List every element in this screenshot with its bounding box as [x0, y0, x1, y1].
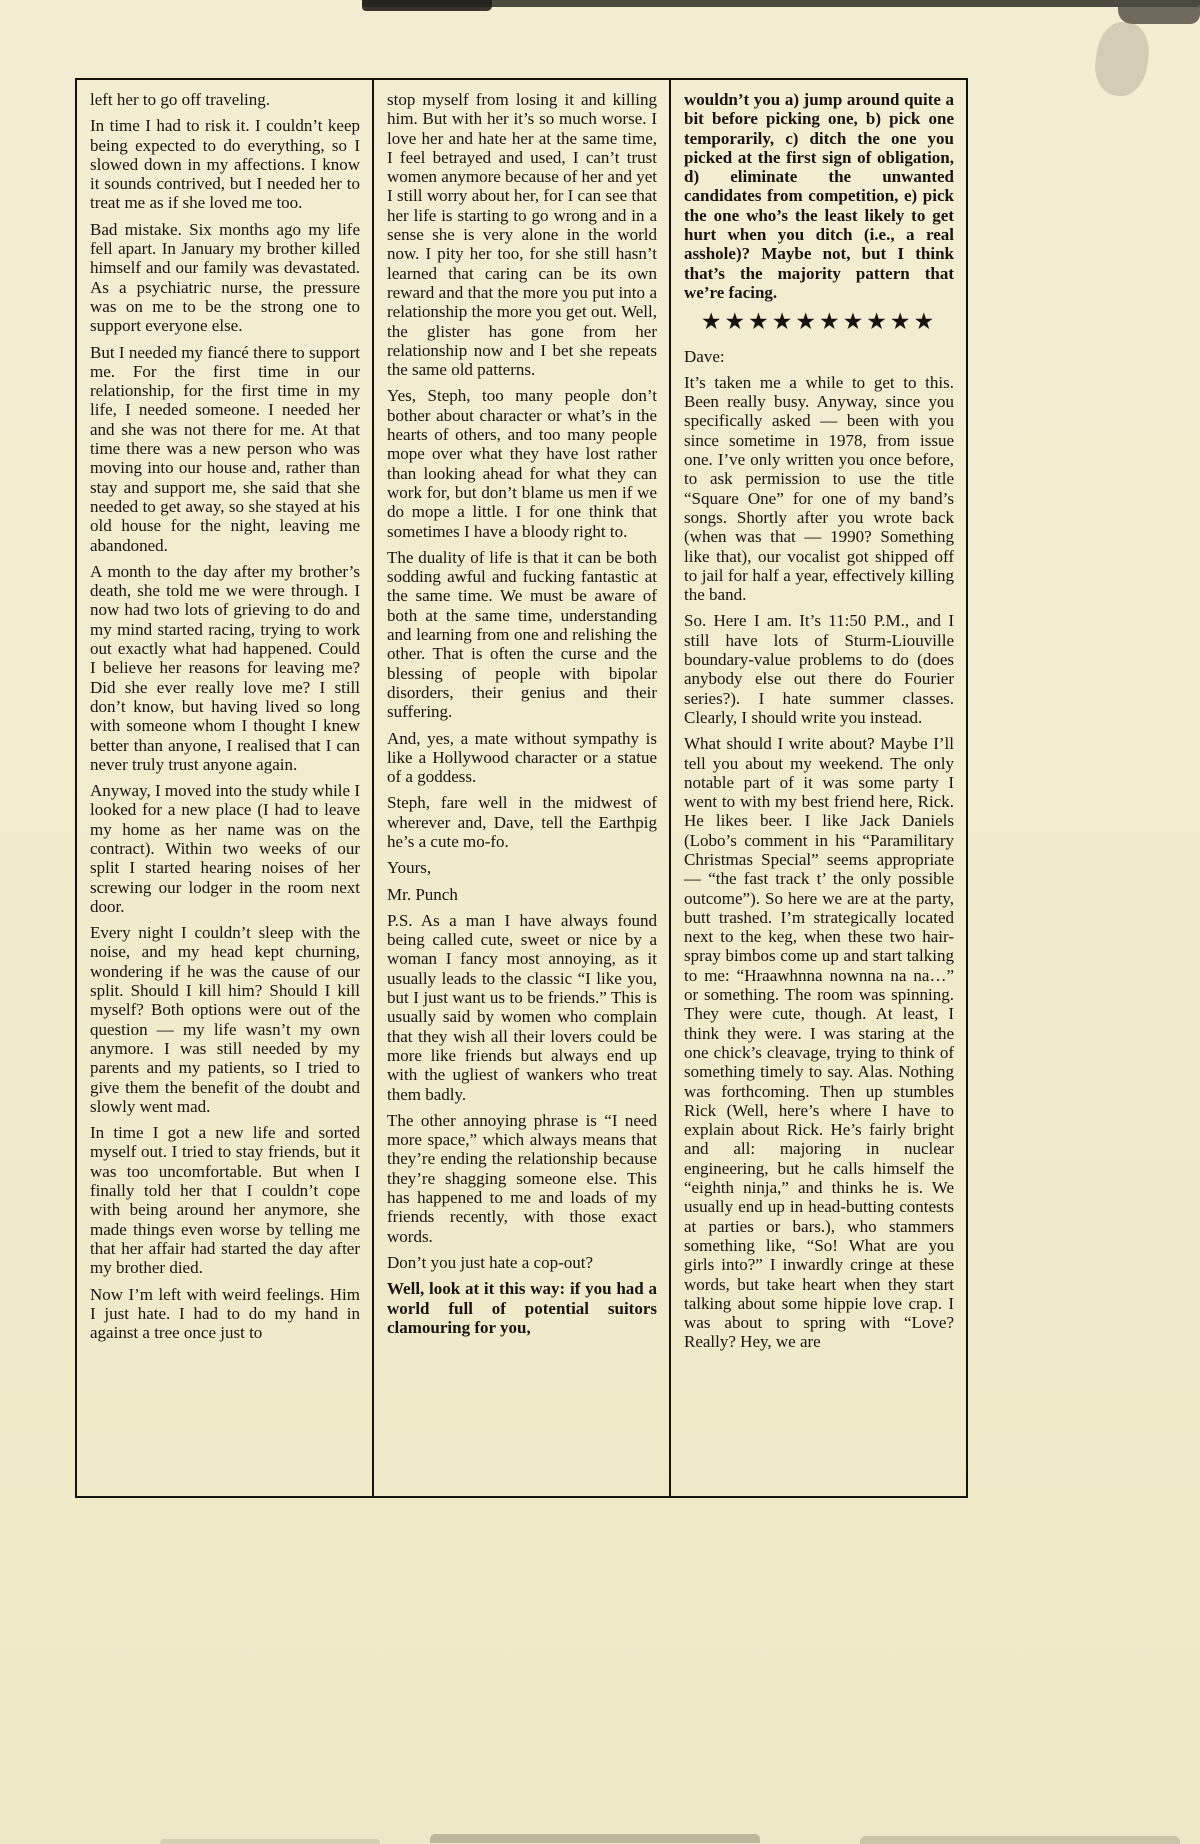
column-1 [77, 80, 372, 1496]
paragraph: Bad mistake. Six months ago my life fell apart. In January my brother killed himself and our family was devastated. As a psychiatric nurse, the pressure was on me to be the strong one to support everyone else. [90, 219, 360, 336]
paragraph: It’s taken me a while to get to this. Been really busy. Anyway, since you specifically asked — been with you since sometime in 1978, from issue one. I’ve only written you once before, to ask permission to use the title “Square One” for one of my band’s songs. Shortly after you wrote back (when was that — 1990? Something like that), our vocalist got shipped off to jail for half a year, effectively killing the band. [684, 372, 954, 605]
column-3 [669, 80, 966, 1496]
paragraph: A month to the day after my brother’s death, she told me we were through. I now had two lots of grieving to do and my mind started racing, trying to work out exactly what had happened. Could I believe her reasons for leaving me? Did she ever really love me? I still don’t know, but having lived so long with someone whom I thought I knew better than anyone, I realised that I can never truly trust anyone again. [90, 561, 360, 774]
letters-page-frame [75, 78, 968, 1498]
scan-artifact-top-edge [362, 0, 1200, 7]
signature-name: Mr. Punch [387, 884, 458, 904]
sign-off: Yours, [387, 858, 432, 878]
scan-artifact-top-left [362, 0, 492, 11]
paragraph: But I needed my fiancé there to support me. For the first time in our relationship, for the first time in my life, I needed someone. I needed her and she was not there for me. At that time there was a new person who was moving into our house and, rather than stay and support me, she said that she needed to get away, so she stayed at his old house for the night, leaving me abandoned. [90, 342, 360, 555]
scan-artifact-bottom-1 [430, 1834, 760, 1843]
paragraph: What should I write about? Maybe I’ll tell you about my weekend. The only notable part of it was some party I went to with my best friend here, Rick. He likes beer. I like Jack Daniels (Lobo’s comment in his “Paramilitary Christmas Special” seems appropriate — “the fast track t’ the only possible outcome”). So here we are at the party, butt trashed. I’m strategically located next to the keg, when these two hair-spray bimbos come up and start talking to me: “Hraawhnna nownna na na…” or something. The room was spinning. They were cute, though. At least, I think they were. I was staring at the one chick’s cleavage, trying to think of something timely to say. Alas. Nothing was forthcoming. Then up stumbles Rick (Well, here’s where I have to explain about Rick. He’s fairly bright and all: majoring in nuclear engineering, but he calls himself the “eighth ninja,” and thinks he is. We usually end up in head-butting contests at parties or bars.), who stammers something like, “So! What are you girls into?” I inwardly cringe at these words, but take heart when they start talking about some hippie love crap. I was about to spring with “Love? Really? Hey, we are [684, 734, 954, 1352]
paragraph: Now I’m left with weird feelings. Him I just hate. I had to do my hand in against a tree once just to [90, 1284, 360, 1343]
postscript-paragraph: P.S. As a man I have always found being called cute, sweet or nice by a woman I fancy most annoying, as it usually leads to the classic “I like you, but I just want us to be friends.” This is usually said by women who complain that they wish all their lovers could be more like friends but always end up with the ugliest of wankers who treat them badly. [387, 910, 657, 1104]
paragraph: Steph, fare well in the midwest of wherever and, Dave, tell the Earthpig he’s a cute mo-fo. [387, 793, 657, 851]
paragraph: left her to go off traveling. [90, 90, 271, 109]
stars-divider: ★★★★★★★★★★ [700, 309, 938, 335]
paragraph: In time I got a new life and sorted myself out. I tried to stay friends, but it was too uncomfortable. But when I finally told her that I couldn’t cope with being around her anymore, she made things even worse by telling me that her affair had started the day after my brother died. [90, 1123, 360, 1278]
scan-artifact-top-right-corner [1118, 0, 1200, 24]
paragraph: And, yes, a mate without sympathy is like a Hollywood character or a statue of a goddess. [387, 728, 657, 787]
paragraph: Don’t you just hate a cop-out? [387, 1252, 594, 1272]
paragraph: Every night I couldn’t sleep with the noise, and my head kept churning, wondering if he was the cause of our split. Should I kill him? Should I kill myself? Both options were out of the question — my life wasn’t my own anymore. I was still needed by my parents and my patients, so I tried to give them the benefit of the doubt and slowly went mad. [90, 923, 360, 1116]
column-2 [372, 80, 669, 1496]
paragraph: stop myself from losing it and killing him. But with her it’s so much worse. I love her and hate her at the same time, I feel betrayed and used, I can’t trust women anymore because of her and yet I still worry about her, for I can see that her life is starting to go wrong and in a sense she is very alone in the world now. I pity her too, for she still hasn’t learned that caring can be its own reward and that the more you put into a relationship the more you get out. Well, the glister has gone from her relationship now and I bet she repeats the same old patterns. [387, 90, 657, 380]
paragraph: So. Here I am. It’s 11:50 P.M., and I still have lots of Sturm-Liouville boundary-value problems to do (does anybody else out there do Fourier series?). I hate summer classes. Clearly, I should write you instead. [684, 611, 954, 727]
paragraph: Anyway, I moved into the study while I looked for a new place (I had to leave my home as her name was on the contract). Within two weeks of our split I started hearing noises of her screwing our lodger in the room next door. [90, 781, 360, 916]
paragraph: Yes, Steph, too many people don’t bother about character or what’s in the hearts of others, and too many people mope over what they have lost rather than looking ahead for what they can work for, but don’t blame us men if we do mope a little. I for one think that sometimes I have a bloody right to. [387, 386, 657, 541]
paragraph: The duality of life is that it can be both sodding awful and fucking fantastic at the same time. We must be aware of both at the same time, understanding and learning from one and relishing the other. That is often the curse and the blessing of people with bipolar disorders, their genius and their suffering. [387, 547, 657, 722]
scan-artifact-bottom-3 [160, 1839, 380, 1844]
scan-artifact-right-streak [1091, 18, 1154, 99]
bold-paragraph: Well, look at it this way: if you had a world full of potential suitors clamouring for you, [387, 1279, 657, 1337]
paragraph: The other annoying phrase is “I need more space,” which always means that they’re ending the relationship because they’re shagging someone else. This has happened to me and loads of my friends recently, with those exact words. [387, 1110, 657, 1246]
paragraph: In time I had to risk it. I couldn’t keep being expected to do everything, so I slowed down in my affections. I know it sounds contrived, but I needed her to treat me as if she loved me too. [90, 116, 360, 213]
salutation-dave: Dave: [684, 346, 725, 366]
scan-artifact-bottom-2 [860, 1836, 1180, 1844]
bold-paragraph: wouldn’t you a) jump around quite a bit before picking one, b) pick one temporarily, c) ditch the one you picked at the first sign of obligation, d) eliminate the unwanted candidates from competition, e) pick the one who’s the least likely to get hurt when you ditch (i.e., a real asshole)? Maybe not, but I think that’s the majority pattern that we’re facing. [684, 90, 954, 302]
